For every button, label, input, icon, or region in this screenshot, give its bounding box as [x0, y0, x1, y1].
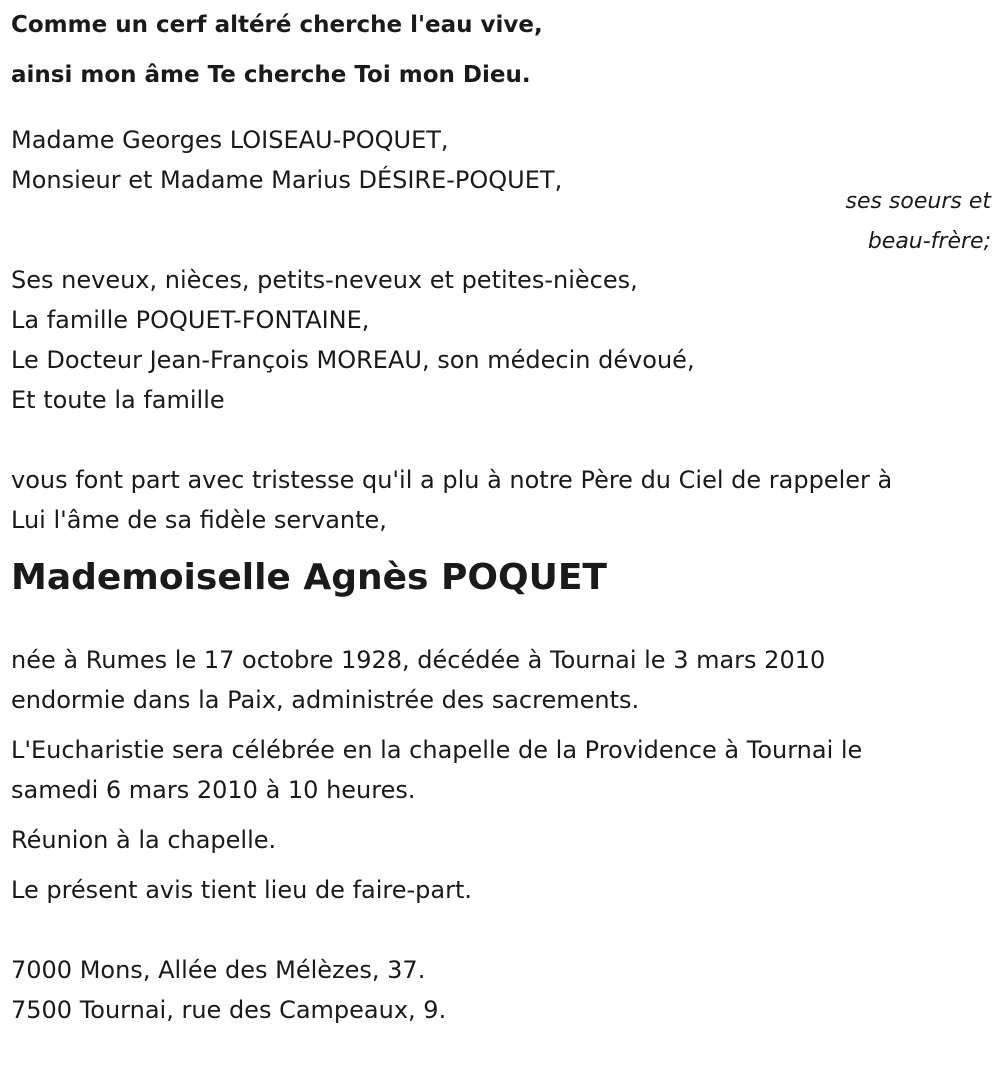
relation-line: ses soeurs et [845, 189, 991, 214]
deceased-name: Mademoiselle Agnès POQUET [11, 557, 607, 598]
family-line: Le Docteur Jean-François MOREAU, son médecin dévoué, [11, 346, 695, 374]
verse-line: Comme un cerf altéré cherche l'eau vive, [11, 12, 543, 38]
verse-line: ainsi mon âme Te cherche Toi mon Dieu. [11, 62, 531, 88]
ceremony-line: L'Eucharistie sera célébrée en la chapelle de la Providence à Tournai le [11, 736, 863, 764]
details-line: endormie dans la Paix, administrée des sacrements. [11, 686, 640, 714]
family-line: Madame Georges LOISEAU-POQUET, [11, 126, 449, 154]
family-line: La famille POQUET-FONTAINE, [11, 306, 370, 334]
relation-line: beau-frère; [867, 229, 991, 254]
spacer [11, 100, 991, 120]
ceremony-line: samedi 6 mars 2010 à 10 heures. [11, 776, 416, 804]
address-line: 7500 Tournai, rue des Campeaux, 9. [11, 996, 447, 1024]
announcement-line: vous font part avec tristesse qu'il a plu à notre Père du Ciel de rappeler à [11, 466, 893, 494]
opening-verse [11, 0, 991, 100]
address-line: 7000 Mons, Allée des Mélèzes, 37. [11, 956, 426, 984]
announcement-line: Lui l'âme de sa fidèle servante, [11, 506, 387, 534]
notice-line: Le présent avis tient lieu de faire-part. [11, 876, 473, 904]
birth-death-details [11, 640, 991, 720]
meeting-info [11, 820, 991, 860]
notice-info [11, 870, 991, 910]
spacer [11, 920, 991, 950]
obituary-notice [11, 0, 991, 1030]
spacer [11, 420, 991, 460]
family-line: Et toute la famille [11, 386, 225, 414]
ceremony-info [11, 730, 991, 810]
announcement [11, 460, 991, 540]
details-line: née à Rumes le 17 octobre 1928, décédée à Tournai le 3 mars 2010 [11, 646, 826, 674]
addresses [11, 950, 991, 1030]
family-line: Monsieur et Madame Marius DÉSIRE-POQUET, [11, 166, 563, 194]
meeting-line: Réunion à la chapelle. [11, 826, 277, 854]
family-line: Ses neveux, nièces, petits-neveux et petites-nièces, [11, 266, 638, 294]
family-group-2 [11, 260, 991, 420]
